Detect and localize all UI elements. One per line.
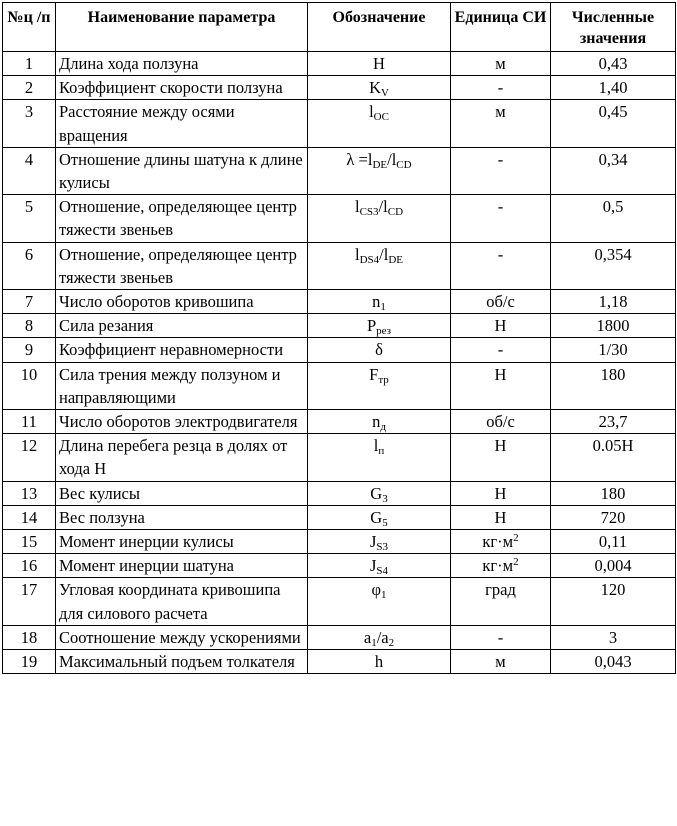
unit: Н [451,362,551,409]
symbol-main: h [374,652,384,672]
symbol-subscript: DE [372,158,388,171]
parameter-name: Длина хода ползуна [56,52,308,76]
numeric-value: 1,18 [551,290,676,314]
unit [451,554,551,578]
symbol-main: J [369,532,377,552]
parameter-name: Вес ползуна [56,505,308,529]
parameter-name: Соотношение между ускорениями [56,625,308,649]
numeric-value: 0,5 [551,195,676,242]
numeric-value: 0,45 [551,100,676,147]
row-number: 12 [3,434,56,481]
symbol-main: l [373,436,379,456]
row-number: 3 [3,100,56,147]
symbol-subscript: 1 [371,636,377,649]
row-number: 6 [3,242,56,289]
unit: - [451,147,551,194]
table-row [3,625,676,649]
symbol-subscript: DE [388,253,403,266]
header-value: Численные значения [551,3,676,52]
symbol-subscript: 5 [382,516,388,529]
symbol-subscript: CS3 [359,206,379,219]
symbol-subscript: д [380,421,386,434]
unit-superscript: 2 [513,532,519,545]
unit: об/с [451,290,551,314]
parameter-symbol [308,147,451,194]
symbol-main: G [370,507,383,527]
symbol-subscript: S4 [376,565,389,578]
numeric-value: 0,004 [551,554,676,578]
unit: Н [451,481,551,505]
parameter-name: Вес кулисы [56,481,308,505]
parameter-name: Коэффициент неравномерности [56,338,308,362]
parameter-name: Отношение, определяющее центр тяжести звеньев [56,195,308,242]
table-row [3,481,676,505]
unit: - [451,625,551,649]
table-row [3,100,676,147]
parameter-symbol [308,554,451,578]
table-row [3,410,676,434]
parameter-symbol [308,481,451,505]
numeric-value: 0,043 [551,650,676,674]
parameter-name: Число оборотов электродвигателя [56,410,308,434]
symbol-main: l [383,197,388,217]
parameter-name: Отношение, определяющее центр тяжести звеньев [56,242,308,289]
unit: м [451,650,551,674]
unit: град [451,578,551,625]
symbol-main: l [367,149,373,169]
numeric-value: 120 [551,578,676,625]
unit-superscript: 2 [513,556,519,569]
parameter-name: Число оборотов кривошипа [56,290,308,314]
symbol-main: l [354,197,360,217]
unit-base: кг·м [482,556,514,576]
unit-base: кг·м [482,532,514,552]
header-name: Наименование параметра [56,3,308,52]
symbol-main: K [369,78,381,98]
parameter-name: Отношение длины шатуна к длине кулисы [56,147,308,194]
table-header-row [3,3,676,52]
unit: м [451,100,551,147]
parameter-symbol [308,100,451,147]
symbol-slash: / [379,244,384,264]
table-row [3,434,676,481]
row-number: 17 [3,578,56,625]
table-row [3,147,676,194]
symbol-main: φ [371,580,382,600]
numeric-value: 1800 [551,314,676,338]
symbol-subscript: CD [396,158,412,171]
numeric-value: 1/30 [551,338,676,362]
symbol-subscript: DS4 [359,253,380,266]
unit [451,530,551,554]
table-row [3,362,676,409]
symbol-main: l [354,244,360,264]
symbol-subscript: п [378,445,385,458]
symbol-main: n [372,292,381,312]
parameter-name: Сила резания [56,314,308,338]
table-body [3,52,676,674]
symbol-subscript: OC [373,111,389,124]
parameter-symbol [308,530,451,554]
symbol-subscript: V [380,87,389,100]
parameter-symbol [308,195,451,242]
row-number: 9 [3,338,56,362]
parameter-symbol [308,625,451,649]
header-symbol: Обозначение [308,3,451,52]
row-number: 14 [3,505,56,529]
table-row [3,76,676,100]
parameter-symbol [308,410,451,434]
symbol-main: l [383,244,389,264]
parameter-symbol [308,242,451,289]
numeric-value: 23,7 [551,410,676,434]
symbol-slash: / [378,197,384,217]
table-row [3,650,676,674]
table-row [3,530,676,554]
row-number: 1 [3,52,56,76]
table-row [3,52,676,76]
numeric-value: 0,354 [551,242,676,289]
symbol-slash: / [387,149,392,169]
symbol-main: δ [375,340,383,360]
row-number: 7 [3,290,56,314]
numeric-value: 3 [551,625,676,649]
parameter-symbol [308,650,451,674]
symbol-main: a [381,627,389,647]
parameter-symbol [308,76,451,100]
symbol-subscript: тр [378,373,389,386]
unit: - [451,195,551,242]
table-row [3,195,676,242]
row-number: 11 [3,410,56,434]
parameter-name: Момент инерции кулисы [56,530,308,554]
parameter-name: Длина перебега резца в долях от хода H [56,434,308,481]
table-row [3,338,676,362]
symbol-subscript: S3 [376,541,389,554]
symbol-subscript: CD [387,206,404,219]
table-row [3,578,676,625]
symbol-main: P [366,316,377,336]
unit: Н [451,505,551,529]
parameter-symbol [308,290,451,314]
row-number: 16 [3,554,56,578]
symbol-main: n [372,412,381,432]
symbol-main: G [370,483,383,503]
row-number: 8 [3,314,56,338]
numeric-value: 0,11 [551,530,676,554]
table-row [3,290,676,314]
parameters-table [2,2,676,674]
parameter-symbol [308,578,451,625]
symbol-main: l [391,149,397,169]
symbol-main: F [369,364,379,384]
symbol-subscript: 3 [382,492,388,505]
numeric-value: 0,34 [551,147,676,194]
table-row [3,554,676,578]
symbol-main: a [363,627,372,647]
row-number: 4 [3,147,56,194]
parameter-symbol [308,505,451,529]
row-number: 10 [3,362,56,409]
unit: Н [451,314,551,338]
parameter-symbol [308,314,451,338]
parameter-symbol [308,434,451,481]
parameter-name: Момент инерции шатуна [56,554,308,578]
unit: - [451,242,551,289]
symbol-main: H [373,54,385,73]
parameter-name: Максимальный подъем толкателя [56,650,308,674]
symbol-subscript: 1 [380,301,386,314]
numeric-value: 180 [551,362,676,409]
symbol-slash: / [376,627,382,647]
row-number: 13 [3,481,56,505]
unit: - [451,76,551,100]
numeric-value: 0.05Н [551,434,676,481]
parameter-symbol [308,338,451,362]
table-row [3,242,676,289]
numeric-value: 1,40 [551,76,676,100]
header-num: №ц /п [3,3,56,52]
unit: - [451,338,551,362]
row-number: 18 [3,625,56,649]
unit: об/с [451,410,551,434]
numeric-value: 720 [551,505,676,529]
unit: Н [451,434,551,481]
parameter-symbol [308,362,451,409]
parameter-name: Коэффициент скорости ползуна [56,76,308,100]
numeric-value: 0,43 [551,52,676,76]
parameter-name: Расстояние между осями вращения [56,100,308,147]
symbol-subscript: 2 [388,636,395,649]
unit: м [451,52,551,76]
symbol-subscript: 1 [381,589,387,602]
symbol-prefix: λ = [346,149,368,169]
table-row [3,505,676,529]
table-row [3,314,676,338]
row-number: 2 [3,76,56,100]
parameter-name: Сила трения между ползуном и направляющими [56,362,308,409]
row-number: 5 [3,195,56,242]
symbol-subscript: рез [376,325,392,338]
parameter-name: Угловая координата кривошипа для силового расчета [56,578,308,625]
header-unit: Единица СИ [451,3,551,52]
row-number: 19 [3,650,56,674]
symbol-main: J [369,556,377,576]
row-number: 15 [3,530,56,554]
numeric-value: 180 [551,481,676,505]
symbol-main: l [369,102,374,122]
parameter-symbol [308,52,451,76]
